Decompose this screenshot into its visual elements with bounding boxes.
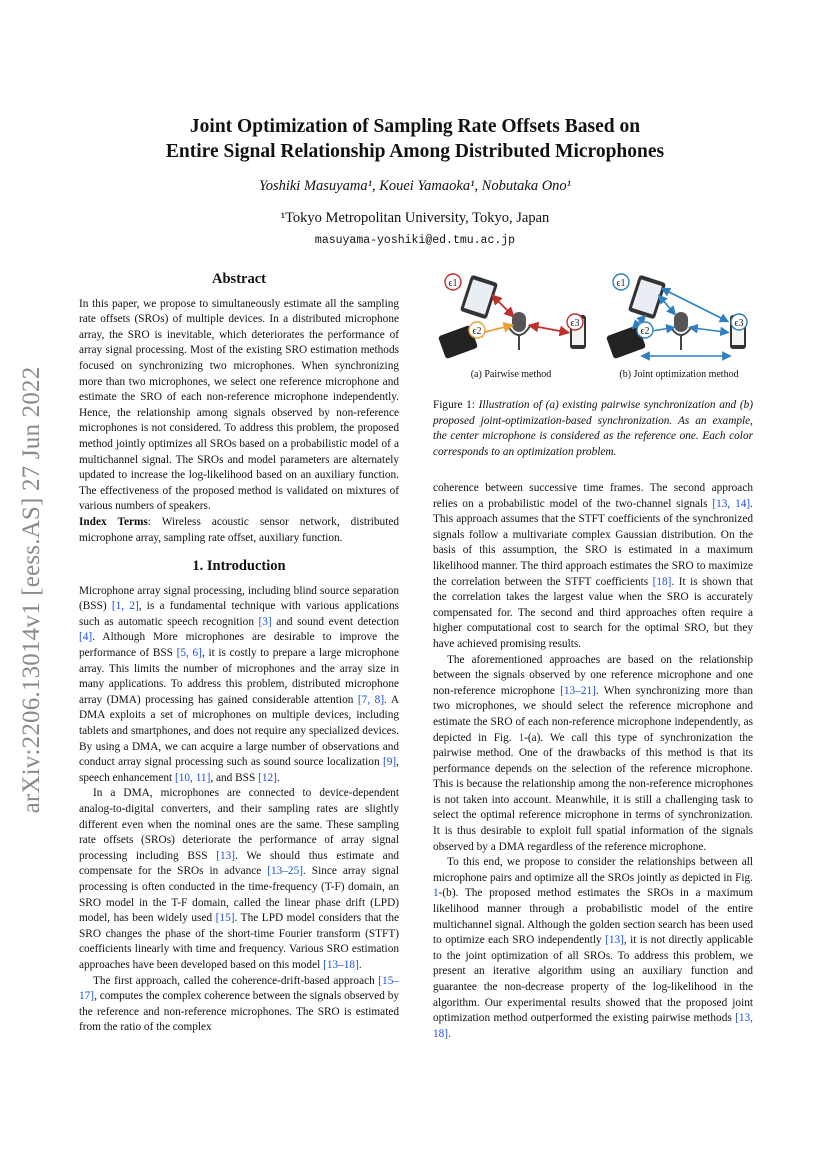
figure-1-illustration bbox=[433, 270, 753, 390]
citation-link[interactable]: [13–18] bbox=[323, 958, 359, 971]
index-terms-label: Index Terms bbox=[79, 515, 148, 528]
paragraph-text: The first approach, called the coherence-drift-based approach bbox=[93, 974, 379, 987]
paragraph-text: Microphone array signal processing, including blind source separation (BSS) bbox=[79, 584, 399, 613]
right-paragraph-2 bbox=[433, 653, 753, 856]
abstract-text: In this paper, we propose to simultaneously estimate all the sampling rate offsets (SROs) of multiple devices. In a distributed microphone array, the SRO is inevitable, which deteriorates the performance of array signal processing. Most of the existing SRO estimation methods focused on synchronizing two microphones. When synchronizing more than two microphones, we select one reference microphone and estimate the SRO of each non-reference microphone independently. Hence, the relationship among signals observed by non-reference microphones is not considered. To address this problem, the proposed method jointly optimizes all SROs based on a probabilistic model of a multichannel signal. The SROs and model parameters are alternately updated to increase the log-likelihood based on an auxiliary function. The effectiveness of the proposed method is validated on mixtures of various numbers of speakers. bbox=[79, 297, 399, 513]
citation-link[interactable]: [13, 18] bbox=[433, 1012, 753, 1040]
paragraph-text: , computes the complex coherence between the signals observed by the reference and non-reference microphones. The SRO is estimated from the ratio of the complex bbox=[79, 990, 399, 1034]
blue-arrow bbox=[693, 328, 725, 332]
paragraph-text: coherence between successive time frames. The second approach relies on a probabilistic model of the two-channel signals bbox=[433, 482, 753, 510]
epsilon-2-label: ϵ2 bbox=[640, 326, 650, 337]
epsilon-1-label: ϵ1 bbox=[448, 278, 458, 289]
arxiv-identifier: arXiv:2206.13014v1 [eess.AS] 27 Jun 2022 bbox=[18, 366, 45, 814]
intro-paragraph-3 bbox=[79, 974, 399, 1036]
paragraph-text: . We should thus estimate and compensate for the SROs in advance bbox=[79, 849, 399, 878]
paragraph-text: , speech enhancement bbox=[79, 756, 399, 784]
blue-arrow bbox=[661, 298, 673, 312]
title-line-2: Entire Signal Relationship Among Distributed Microphones bbox=[165, 141, 665, 162]
epsilon-3-label: ϵ3 bbox=[734, 318, 744, 329]
paragraph-text: To this end, we propose to consider the relationships between all microphone pairs and optimize all the SROs jointly as depicted in Fig. bbox=[433, 856, 753, 884]
paragraph-text: . When synchronizing more than two microphones, we should select the reference microphone and estimate the SRO of each non-reference microphone independently, as depicted in Fig. bbox=[433, 684, 753, 744]
citation-link[interactable]: [1, 2] bbox=[111, 600, 139, 613]
email-address[interactable]: masuyama-yoshiki@ed.tmu.ac.jp bbox=[314, 234, 516, 247]
microphone-icon bbox=[670, 312, 692, 350]
citation-link[interactable]: [7, 8] bbox=[357, 693, 385, 706]
paragraph-text: and sound event detection bbox=[271, 615, 400, 628]
paragraph-text: . bbox=[358, 958, 362, 971]
index-terms-text: : Wireless acoustic sensor network, distributed microphone array, sampling rate offset, auxiliary function. bbox=[79, 515, 400, 544]
paragraph-text: -(a). We call this type of synchronization the pairwise method. One of the drawbacks of this method is that its performance depends on the selection of the reference microphone. This is because the relationship among the non-reference microphones is not taken into account. Meanwhile, it is still a challenging task to select the optimal reference microphone in terms of synchronization. It is thus desirable to exploit full spatial information of the signals observed by a DMA regardless of the reference microphone. bbox=[433, 731, 754, 853]
figure-caption-prefix: Figure 1: bbox=[433, 399, 479, 411]
red-arrow bbox=[533, 326, 565, 332]
citation-link[interactable]: [13] bbox=[216, 849, 236, 862]
citation-link[interactable]: [3] bbox=[258, 615, 272, 628]
paragraph-text: . bbox=[276, 771, 280, 784]
paragraph-text: -(b). The proposed method estimates the SROs in a maximum likelihood manner through a probabilistic model of the entire multichannel signal. Although the golden section search has been used to optimize each SRO independently bbox=[433, 887, 753, 947]
title-line-1: Joint Optimization of Sampling Rate Offsets Based on bbox=[189, 116, 641, 137]
citation-link[interactable]: 1 bbox=[518, 731, 525, 744]
citation-link[interactable]: [4] bbox=[79, 631, 93, 644]
red-arrow bbox=[495, 298, 511, 314]
paragraph-text: , and BSS bbox=[210, 771, 259, 784]
paragraph-text: In a DMA, microphones are connected to device-dependent analog-to-digital converters, and their sampling rates are slightly different even when the nominal ones are the same. These sampling rate offsets (SROs) deteriorate the performance of array signal processing including BSS bbox=[79, 787, 399, 862]
left-column bbox=[79, 272, 399, 1036]
citation-link[interactable]: [5, 6] bbox=[176, 647, 202, 660]
paragraph-text: . Although More microphones are desirable to improve the performance of BSS bbox=[79, 631, 399, 660]
epsilon-2-label: ϵ2 bbox=[472, 326, 482, 337]
panel-b-devices bbox=[606, 274, 747, 359]
paragraph-text: , it is not directly applicable to the joint optimization of all SROs. To address this problem, we present an iterative algorithm using an auxiliary function and guarantee the non-decrease property of the log-likelihood in the algorithm. Our experimental results showed that the proposed joint optimization method outperformed the existing pairwise methods bbox=[433, 934, 753, 1025]
intro-paragraph-2 bbox=[79, 786, 399, 973]
paper-title bbox=[80, 114, 750, 164]
paragraph-text: , it is costly to prepare a large microphone array. This limits the number of microphones and the array size in many applications. To address this problem, distributed microphone array (DMA) processing has gained considerable attention bbox=[79, 647, 399, 706]
epsilon-1-label: ϵ1 bbox=[616, 278, 626, 289]
right-paragraph-3 bbox=[433, 855, 753, 1042]
paragraph-text: . bbox=[448, 1027, 451, 1040]
citation-link[interactable]: [13–21] bbox=[560, 684, 596, 697]
citation-link[interactable]: [18] bbox=[652, 575, 672, 588]
panel-b-label: (b) Joint optimization method bbox=[619, 369, 739, 380]
citation-link[interactable]: [13–25] bbox=[267, 865, 303, 878]
introduction-heading: 1. Introduction bbox=[192, 558, 286, 575]
paragraph-text: . The LPD model considers that the SRO changes the phase of the short-time Fourier transform (STFT) coefficients linearly with time and frequency. Various SRO estimation approaches have been developed based on this model bbox=[79, 912, 399, 971]
abstract-heading: Abstract bbox=[212, 271, 266, 287]
epsilon-3-label: ϵ3 bbox=[570, 318, 580, 329]
citation-link[interactable]: [12] bbox=[258, 771, 277, 784]
blue-arrow bbox=[665, 290, 725, 320]
microphone-icon bbox=[508, 312, 530, 350]
citation-link[interactable]: [10, 11] bbox=[174, 771, 211, 784]
right-column bbox=[433, 481, 753, 1042]
arxiv-sidebar bbox=[12, 330, 52, 850]
paragraph-text: The aforementioned approaches are based on the relationship between the signals observed by one reference microphone and one non-reference microphone bbox=[433, 653, 753, 697]
author-list: Yoshiki Masuyama¹, Kouei Yamaoka¹, Nobutaka Ono¹ bbox=[258, 178, 572, 194]
citation-link[interactable]: [13, 14] bbox=[712, 497, 751, 510]
citation-link[interactable]: [9] bbox=[382, 756, 397, 769]
paragraph-text: . This approach assumes that the STFT coefficients of the synchronized signals follow a multivariate complex Gaussian distribution. On the basis of this assumption, the SRO is estimated in a maximum likelihood manner. The third approach estimates the SRO to maximize the correlation between the STFT coefficients bbox=[433, 497, 753, 588]
right-paragraph-1 bbox=[433, 481, 753, 653]
citation-link[interactable]: 1 bbox=[433, 887, 439, 900]
panel-a-label: (a) Pairwise method bbox=[470, 369, 552, 380]
paragraph-text: . A DMA exploits a set of microphones on multiple devices, including tablets and smartphones, and does not require any specialized devices. By using a DMA, we can acquire a large number of observations and conduct array signal processing such as sound source localization bbox=[79, 693, 399, 769]
index-terms bbox=[79, 515, 399, 546]
intro-paragraph-1 bbox=[79, 584, 399, 787]
figure-caption-text: Illustration of (a) existing pairwise synchronization and (b) proposed joint-optimization-based synchronization. As an example, the center microphone is considered as the reference one. Each color corresponds to an optimization problem. bbox=[433, 399, 754, 458]
paragraph-text: , is a fundamental technique with various applications such as automatic speech recognition bbox=[79, 600, 399, 628]
affiliation: ¹Tokyo Metropolitan University, Tokyo, Japan bbox=[280, 210, 550, 226]
panel-a-devices bbox=[438, 274, 586, 359]
citation-link[interactable]: [15] bbox=[215, 912, 235, 925]
citation-link[interactable]: [13] bbox=[605, 934, 624, 947]
paragraph-text: . Since array signal processing is often conducted in the time-frequency (T-F) domain, an SRO model in the T-F domain, called the linear phase drift (LPD) model, has been widely used bbox=[79, 865, 399, 925]
paragraph-text: . It is shown that the correlation takes the largest value when the SRO is accurately compensated for. The second and third approaches often require a higher computational cost to search for the optimal SRO, but they have achieved promising results. bbox=[433, 575, 753, 650]
citation-link[interactable]: [15–17] bbox=[79, 974, 399, 1003]
figure-1-caption bbox=[433, 398, 753, 460]
